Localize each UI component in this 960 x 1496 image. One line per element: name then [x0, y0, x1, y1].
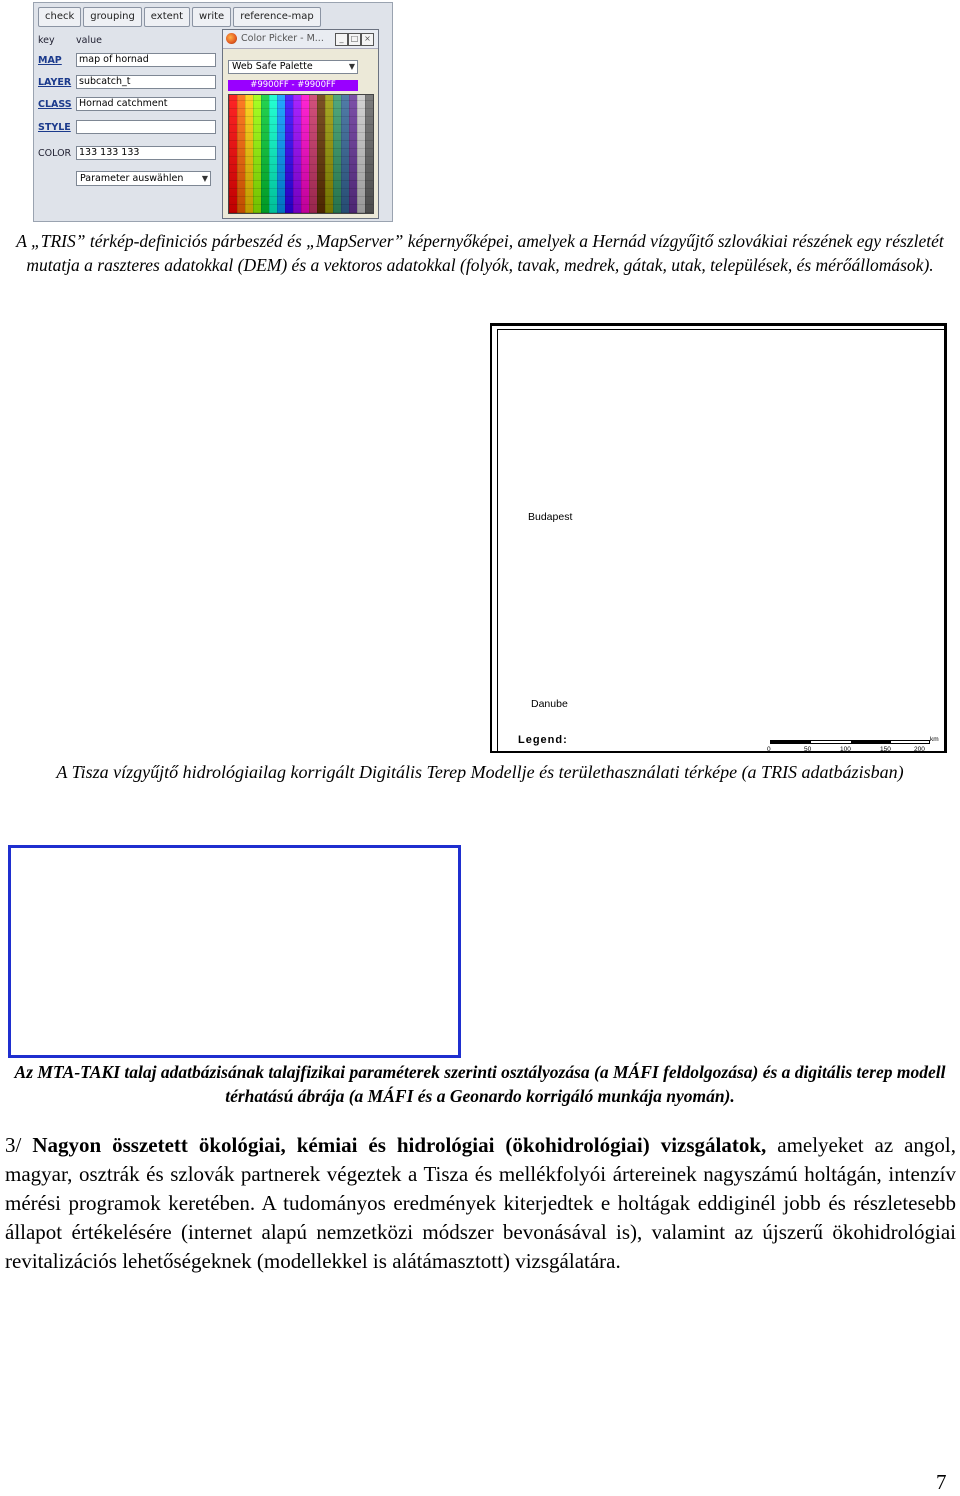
- firefox-icon: [226, 33, 237, 44]
- tab-check[interactable]: check: [38, 7, 81, 27]
- scale-tick-label: 0: [767, 746, 771, 753]
- scale-bar: [770, 740, 930, 744]
- chevron-down-icon: ▼: [201, 174, 208, 183]
- color-key-label: COLOR: [38, 148, 72, 159]
- tab-grouping[interactable]: grouping: [83, 7, 142, 27]
- layer-key-link[interactable]: LAYER: [38, 77, 72, 88]
- class-key-link[interactable]: CLASS: [38, 99, 72, 110]
- tab-write[interactable]: write: [192, 7, 231, 27]
- paragraph-lead: Nagyon összetett ökológiai, kémiai és hidrológiai (ökohidrológiai) vizsgálatok,: [32, 1133, 767, 1157]
- tisza-map-figure: [490, 323, 947, 753]
- map-legend-title: Legend:: [518, 734, 568, 746]
- color-picker-titlebar: [223, 30, 378, 49]
- map-key-link[interactable]: MAP: [38, 55, 62, 66]
- minimize-icon[interactable]: _: [335, 33, 348, 46]
- parameter-select[interactable]: [76, 171, 211, 186]
- color-swatch-grid[interactable]: [228, 94, 374, 214]
- layer-value-field[interactable]: subcatch_t: [76, 75, 216, 89]
- scale-unit-label: km: [930, 736, 939, 743]
- tab-extent[interactable]: extent: [144, 7, 190, 27]
- scale-tick-label: 100: [840, 746, 851, 753]
- map-value-field[interactable]: map of hornad: [76, 53, 216, 67]
- maximize-icon[interactable]: □: [348, 33, 361, 46]
- color-value-field[interactable]: 133 133 133: [76, 146, 216, 160]
- paragraph-text: amelyeket az angol, magyar, osztrák és szlovák partnerek végeztek a Tisza és mellékfolyói ártereinek nagyszámú holtágán, intenzív mérési programok keretében. A tudományos eredmények kiterjedtek e holtágak eddiginél jobb és részletesebb állapot értékelésére (internet alapú nemzetközi módszer bevonásával is), valamint az újszerű ökohidrológiai revitalizációs lehetőségeknek (modellekkel is alátámasztott) vizsgálatára.: [5, 1133, 957, 1273]
- figure-caption-soil: Az MTA-TAKI talaj adatbázisának talajfizikai paraméterek szerinti osztályozása (a MÁFI feldolgozása) és a digitális terep modell térhatású ábrája (a MÁFI és a Geonardo korrigáló munkája nyomán).: [14, 1062, 946, 1106]
- class-value-field[interactable]: Hornad catchment: [76, 97, 216, 111]
- paragraph-number: 3/: [5, 1133, 22, 1157]
- close-icon[interactable]: ×: [361, 33, 374, 46]
- scale-bar-segment: [851, 741, 891, 743]
- map-frame: [497, 329, 944, 751]
- color-picker-title: Color Picker - M...: [241, 33, 324, 44]
- map-label-budapest: Budapest: [528, 511, 573, 523]
- scale-tick-label: 150: [880, 746, 891, 753]
- scale-bar-segment: [771, 741, 811, 743]
- tris-dialog-screenshot: [33, 2, 393, 222]
- page-number: 7: [936, 1470, 947, 1494]
- tab-reference-map[interactable]: reference-map: [233, 7, 321, 27]
- map-label-danube: Danube: [531, 698, 568, 710]
- key-header: key: [38, 35, 55, 46]
- body-paragraph: [5, 1131, 956, 1276]
- chevron-down-icon: ▼: [348, 62, 355, 71]
- color-picker-window: [222, 29, 379, 219]
- dialog-tabs: [38, 7, 321, 25]
- scale-tick-label: 200: [914, 746, 925, 753]
- figure-caption-tisza: A Tisza vízgyűjtő hidrológiailag korrigált Digitális Terep Modellje és területhasználati térképe (a TRIS adatbázisban): [56, 762, 904, 782]
- figure-caption-tris: A „TRIS” térkép-definiciós párbeszéd és „MapServer” képernyőképei, amelyek a Hernád vízgyűjtő szlovákiai részének egy részletét mutatja a raszteres adatokkal (DEM) és a vektoros adatokkal (folyók, tavak, medrek, gátak, utak, települések, és mérőállomások).: [16, 231, 944, 275]
- value-header: value: [76, 35, 102, 46]
- soil-database-figure: [8, 845, 461, 1058]
- palette-select-value: Web Safe Palette: [232, 61, 313, 72]
- parameter-select-value: Parameter auswählen: [80, 173, 184, 184]
- scale-tick-label: 50: [804, 746, 812, 753]
- selected-color-bar: #9900FF - #9900FF: [228, 80, 358, 91]
- palette-select[interactable]: [228, 60, 358, 74]
- style-value-field[interactable]: [76, 120, 216, 134]
- style-key-link[interactable]: STYLE: [38, 122, 71, 133]
